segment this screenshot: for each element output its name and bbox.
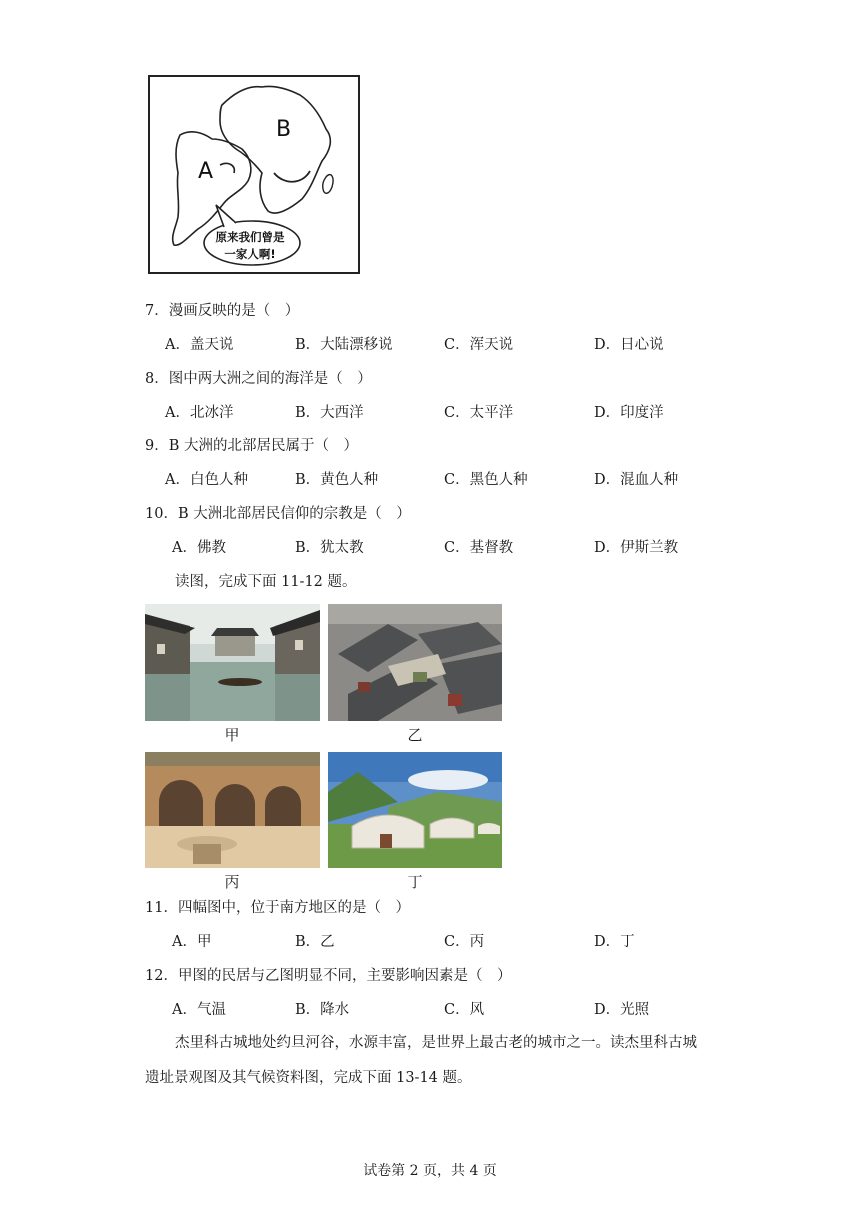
q12-option-c: C．风 — [444, 1002, 485, 1018]
question-8-stem: 8．图中两大洲之间的海洋是（ ） — [145, 371, 372, 387]
photo-label-bing: 丙 — [224, 873, 240, 891]
q11-option-b: B．乙 — [295, 934, 335, 950]
q9-option-a: A．白色人种 — [165, 472, 248, 488]
speech-bubble-line-2: 一家人啊! — [224, 247, 276, 261]
continent-label-b: B — [276, 117, 292, 142]
continent-label-a: A — [198, 159, 214, 184]
question-7-stem: 7．漫画反映的是（ ） — [145, 303, 300, 319]
q12-option-b: B．降水 — [295, 1002, 350, 1018]
q8-option-b: B．大西洋 — [295, 405, 364, 421]
q8-option-d: D．印度洋 — [594, 405, 664, 421]
q12-option-d: D．光照 — [594, 1002, 650, 1018]
photo-ding-yurt — [328, 752, 502, 868]
speech-bubble-text — [205, 229, 295, 263]
q9-option-b: B．黄色人种 — [295, 472, 379, 488]
intro-11-12: 读图，完成下面 11-12 题。 — [175, 574, 357, 590]
speech-bubble-line-1: 原来我们曾是 — [215, 230, 285, 244]
q10-option-d: D．伊斯兰教 — [594, 540, 679, 556]
q8-option-a: A．北冰洋 — [165, 405, 234, 421]
q9-option-d: D．混血人种 — [594, 472, 679, 488]
q7-option-c: C．浑天说 — [444, 337, 514, 353]
photo-jia-water-town — [145, 604, 320, 721]
q10-option-c: C．基督教 — [444, 540, 514, 556]
q10-option-a: A．佛教 — [172, 540, 226, 556]
q11-option-c: C．丙 — [444, 934, 485, 950]
passage-line-1: 杰里科古城地处约旦河谷，水源丰富，是世界上最古老的城市之一。读杰里科古城 — [175, 1035, 697, 1051]
question-12-stem: 12．甲图的民居与乙图明显不同，主要影响因素是（ ） — [145, 968, 512, 984]
passage-line-2: 遗址景观图及其气候资料图，完成下面 13-14 题。 — [145, 1070, 472, 1086]
q9-option-c: C．黑色人种 — [444, 472, 528, 488]
page-footer: 试卷第 2 页，共 4 页 — [363, 1163, 497, 1179]
photo-yi-courtyard-house — [328, 604, 502, 721]
q12-option-a: A．气温 — [172, 1002, 226, 1018]
question-9-stem: 9．B 大洲的北部居民属于（ ） — [145, 438, 358, 454]
photo-label-yi: 乙 — [407, 726, 423, 744]
photo-label-jia: 甲 — [224, 726, 240, 744]
continental-drift-cartoon — [148, 75, 360, 274]
q11-option-a: A．甲 — [172, 934, 212, 950]
q7-option-d: D．日心说 — [594, 337, 664, 353]
photo-label-ding: 丁 — [407, 873, 423, 891]
q7-option-b: B．大陆漂移说 — [295, 337, 393, 353]
q7-option-a: A．盖天说 — [165, 337, 234, 353]
question-10-stem: 10．B 大洲北部居民信仰的宗教是（ ） — [145, 506, 411, 522]
photo-bing-cave-dwelling — [145, 752, 320, 868]
q8-option-c: C．太平洋 — [444, 405, 514, 421]
question-11-stem: 11．四幅图中，位于南方地区的是（ ） — [145, 900, 410, 916]
q10-option-b: B．犹太教 — [295, 540, 364, 556]
q11-option-d: D．丁 — [594, 934, 635, 950]
